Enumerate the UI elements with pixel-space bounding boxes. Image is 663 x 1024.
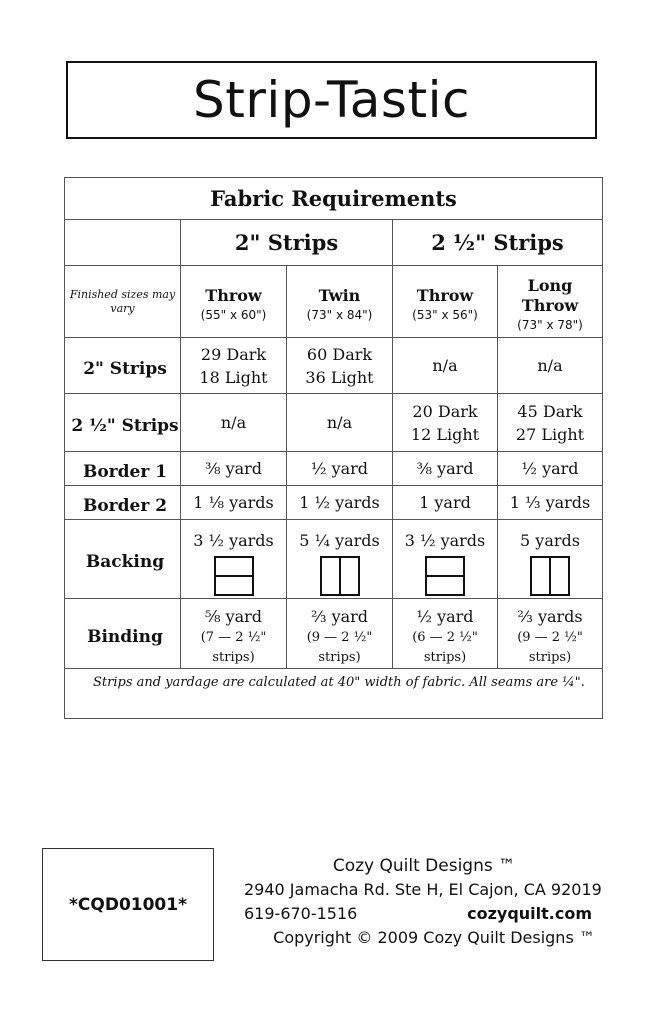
cell-line: n/a [326,413,353,432]
backing-vertical-seam-icon [530,556,570,596]
finished-size-note: Finished sizes may vary [65,266,181,338]
fabric-requirements-table [64,177,603,719]
cell-line: n/a [537,356,563,375]
size-dimensions: (73" x 78") [517,317,583,332]
size-header [287,266,393,338]
cell-line: strips) [318,650,361,665]
cell-line: 12 Light [410,424,480,444]
footnote: Strips and yardage are calculated at 40" width of fabric. All seams are ¼". [65,669,603,719]
cell [498,520,603,599]
cell-line: n/a [432,356,458,375]
group-header-2half-in: 2 ½" Strips [393,220,603,266]
cell: 1 yard [393,486,498,520]
cell [287,599,393,669]
cell-line: (7 — 2 ½" [200,630,267,645]
company-website-link[interactable]: cozyquilt.com [467,904,592,923]
size-dimensions: (53" x 56") [412,307,478,322]
row-label-border-2: Border 2 [65,486,181,520]
cell-line: (9 — 2 ½" [306,630,373,645]
cell [498,394,603,452]
size-dimensions: (55" x 60") [200,307,267,322]
cell [498,599,603,669]
cell [287,394,393,452]
cell [287,520,393,599]
cell-line: 27 Light [515,424,585,444]
cell: 1 ⅓ yards [498,486,603,520]
cell-line: 5 ¼ yards [299,530,380,550]
row-label-binding: Binding [65,599,181,669]
size-name: Long [527,275,573,295]
size-header [393,266,498,338]
pattern-title: Strip-Tastic [193,71,470,129]
backing-vertical-seam-icon [320,556,360,596]
backing-horizontal-seam-icon [214,556,254,596]
cell-line: 18 Light [199,367,268,387]
cell: 1 ⅛ yards [181,486,287,520]
cell-line: (6 — 2 ½" [412,630,478,645]
company-address: 2940 Jamacha Rd. Ste H, El Cajon, CA 92019 [244,880,602,899]
cell: ½ yard [498,452,603,486]
cell-line: ½ yard [416,607,474,626]
cell-line: 36 Light [305,367,374,387]
cell-line: n/a [220,413,247,432]
sku-code: *CQD01001* [69,894,187,915]
size-name: Twin [318,285,361,305]
cell [393,520,498,599]
cell-line: 60 Dark [306,344,373,364]
cell-line: ⅔ yard [310,607,369,626]
cell [181,520,287,599]
cell [287,338,393,394]
company-phone: 619-670-1516 [244,904,358,923]
cell-line: 45 Dark [517,401,583,421]
company-info [234,856,614,952]
copyright: Copyright © 2009 Cozy Quilt Designs ™ [273,928,595,947]
size-name-line2: Throw [521,295,579,315]
row-label-backing: Backing [65,520,181,599]
cell-line: 3 ½ yards [404,530,486,550]
title-box [66,61,597,139]
row-label-2in-strips: 2" Strips [65,338,181,394]
cell-line: strips) [212,650,255,665]
size-name: Throw [416,285,474,305]
cell-line: 20 Dark [412,401,478,421]
cell-line: 29 Dark [200,344,267,364]
sku-label [42,848,214,961]
contact-row [234,904,614,928]
cell-line: strips) [423,650,467,665]
cell [181,599,287,669]
size-dimensions: (73" x 84") [306,307,373,322]
cell [393,394,498,452]
cell-line: 3 ½ yards [193,530,274,550]
cell: ⅜ yard [181,452,287,486]
row-label-2half-in-strips: 2 ½" Strips [65,394,181,452]
cell: ½ yard [287,452,393,486]
empty-cell [65,220,181,266]
cell [393,599,498,669]
row-label-border-1: Border 1 [65,452,181,486]
cell [181,338,287,394]
table-heading: Fabric Requirements [65,178,603,220]
cell: ⅜ yard [393,452,498,486]
group-header-2in: 2" Strips [181,220,393,266]
cell-line: strips) [528,650,572,665]
cell: 1 ½ yards [287,486,393,520]
cell [498,338,603,394]
cell [393,338,498,394]
size-name: Throw [205,285,262,305]
company-name: Cozy Quilt Designs ™ [332,856,516,876]
size-header [498,266,603,338]
cell [181,394,287,452]
cell-line: (9 — 2 ½" [517,630,583,645]
backing-horizontal-seam-icon [425,556,465,596]
cell-line: ⅝ yard [204,607,263,626]
cell-line: 5 yards [520,530,580,550]
size-header [181,266,287,338]
cell-line: ⅔ yards [517,607,583,626]
